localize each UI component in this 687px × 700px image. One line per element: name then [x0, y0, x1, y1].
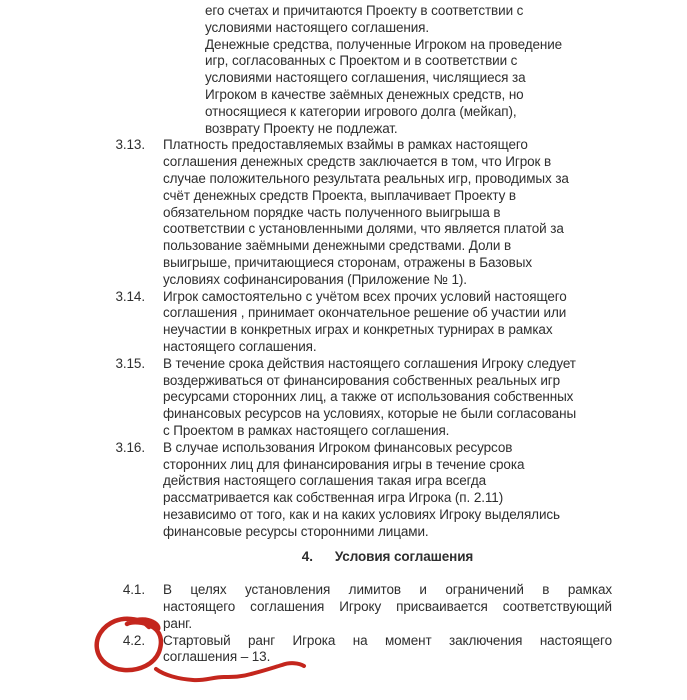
- text-line: Стартовый ранг Игрока на момент заключения настоящего: [163, 632, 612, 648]
- paragraph: [205, 3, 687, 37]
- text-line: выигрыше, причитающиеся сторонам, отражены в Базовых: [163, 254, 532, 270]
- clause-text: [163, 356, 612, 440]
- text-line: с Проектом в рамках настоящего соглашения.: [163, 422, 450, 438]
- text-line: Платность предоставляемых взаймы в рамках настоящего: [163, 137, 528, 153]
- text-line: условиями настоящего соглашения, числящиеся за: [205, 70, 526, 86]
- text-line: пользование заёмными денежными средствами. Доли в: [163, 238, 512, 254]
- text-line: соглашения , принимает окончательное решение об участии или: [163, 305, 567, 321]
- text-line: В течение срока действия настоящего соглашения Игроку следует: [163, 355, 576, 371]
- text-line: В целях установления лимитов и ограничений в рамках: [163, 582, 612, 598]
- text-line: относящиеся к категории игрового долга (мейкап),: [205, 103, 517, 119]
- clause-item-3-16: [0, 440, 687, 541]
- text-line: независимо от того, как и на каких условиях Игроку выделялись: [163, 506, 560, 522]
- clause-number: 3.15.: [115, 355, 145, 371]
- clause-text: [163, 582, 612, 632]
- clause-text: [163, 633, 612, 667]
- text-line: настоящего соглашения.: [163, 338, 317, 354]
- clause-item-4-2: [0, 633, 687, 667]
- paragraph: [205, 37, 687, 138]
- text-line: рассматривается как собственная игра Игрока (п. 2.11): [163, 490, 504, 506]
- section-4-title: Условия соглашения: [334, 548, 474, 564]
- text-line: его счетах и причитаются Проекту в соответствии с: [205, 3, 524, 18]
- text-line: финансовых ресурсов на условиях, которые не были согласованы: [163, 406, 577, 422]
- section-4-number: 4.: [301, 548, 313, 564]
- text-line: счёт денежных средств Проекта, выплачивает Проекту в: [163, 187, 516, 203]
- text-line: условиях софинансирования (Приложение № 1).: [163, 271, 467, 287]
- clause-number: 3.14.: [115, 288, 145, 304]
- text-line: воздерживаться от финансирования собственных реальных игр: [163, 372, 561, 388]
- clause-text: [163, 137, 612, 288]
- text-line: ранг.: [163, 615, 192, 631]
- clause-item-3-15: [0, 356, 687, 440]
- clause-item-3-14: [0, 289, 687, 356]
- text-line: финансовые ресурсы сторонними лицами.: [163, 523, 429, 539]
- text-line: Игроком в качестве заёмных денежных средств, но: [205, 86, 524, 102]
- clause-continuation: [205, 3, 687, 137]
- text-line: случае положительного результата реальных игр, проводимых за: [163, 170, 569, 186]
- section-4-items: [0, 582, 687, 666]
- text-line: Игрок самостоятельно с учётом всех прочих условий настоящего: [163, 288, 567, 304]
- text-line: настоящего соглашения Игроку присваивается соответствующий: [163, 599, 612, 615]
- clause-text: [163, 440, 612, 541]
- text-line: условиями настоящего соглашения.: [205, 19, 430, 35]
- clause-item-3-13: [0, 137, 687, 288]
- text-line: действия настоящего соглашения такая игра всегда: [163, 473, 487, 489]
- text-line: В случае использования Игроком финансовых ресурсов: [163, 439, 513, 455]
- clause-item-4-1: [0, 582, 687, 632]
- text-line: соглашения денежных средств заключается в том, что Игрок в: [163, 154, 552, 170]
- clause-number: 3.16.: [115, 439, 145, 455]
- text-line: сторонних лиц для финансирования игры в течение срока: [163, 456, 525, 472]
- clause-number: 4.2.: [122, 632, 145, 648]
- text-line: обязательном порядке часть полученного выигрыша в: [163, 204, 501, 220]
- section-3-items: [0, 137, 687, 540]
- text-line: Денежные средства, полученные Игроком на проведение: [205, 36, 563, 52]
- text-line: соответствии с установленными долями, что является платой за: [163, 221, 564, 237]
- text-line: ресурсами сторонних лиц, а также от использования собственных: [163, 389, 574, 405]
- section-4-heading: [163, 549, 612, 566]
- text-line: неучастии в конкретных играх и конкретных турнирах в рамках: [163, 322, 553, 338]
- clause-number: 4.1.: [122, 582, 145, 598]
- text-line: игр, согласованных с Проектом и в соответствии с: [205, 53, 518, 69]
- clause-number: 3.13.: [115, 137, 145, 153]
- clause-text: [163, 289, 612, 356]
- text-line: возврату Проекту не подлежат.: [205, 120, 398, 136]
- text-line: соглашения – 13.: [163, 649, 271, 665]
